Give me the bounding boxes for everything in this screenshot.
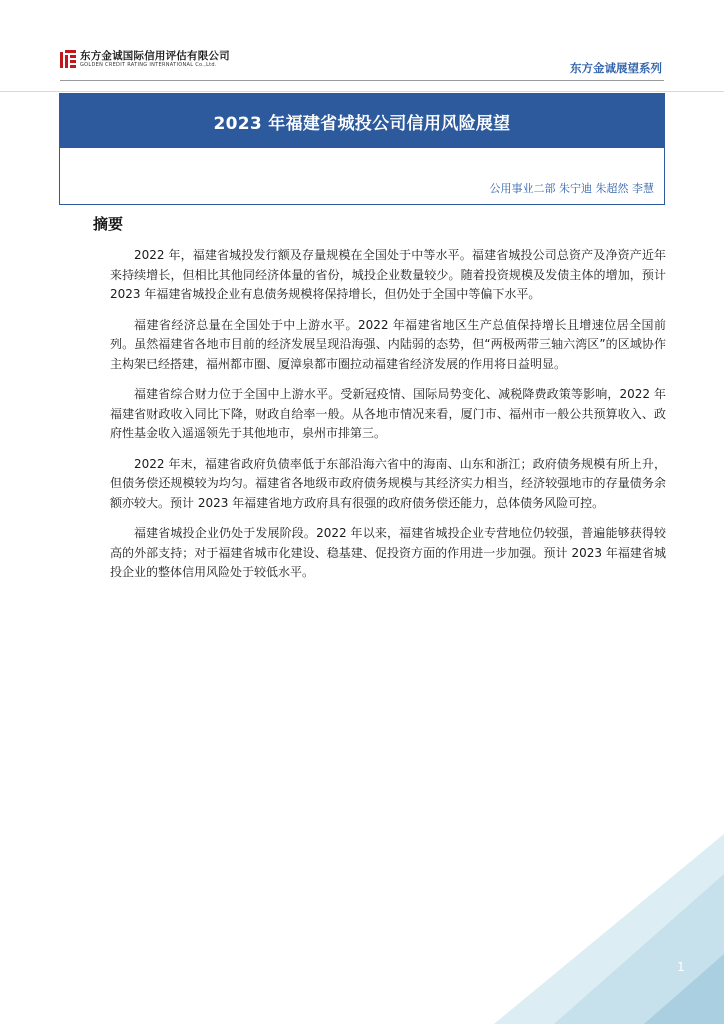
company-logo-mark-icon	[60, 50, 76, 68]
summary-paragraph: 2022 年末，福建省政府负债率低于东部沿海六省中的海南、山东和浙江；政府债务规模有所上升，但债务偿还规模较为均匀。福建省各地级市政府债务规模与其经济实力相当，经济较强地市的存量债务余额亦较大。预计 2023 年福建省地方政府具有很强的政府债务偿还能力，总体债务风险可控。	[110, 456, 666, 510]
title-band	[60, 94, 664, 148]
company-name-en: GOLDEN CREDIT RATING INTERNATIONAL Co.,Ltd.	[80, 62, 217, 68]
title-box	[59, 93, 665, 205]
report-title: 2023 年福建省城投公司信用风险展望	[213, 113, 511, 134]
summary-paragraph: 福建省城投企业仍处于发展阶段。2022 年以来，福建省城投企业专营地位仍较强，普遍能够获得较高的外部支持；对于福建省城市化建设、稳基建、促投资方面的作用进一步加强。预计 2023 年福建省城投企业的整体信用风险处于较低水平。	[110, 526, 666, 579]
company-name-cn: 东方金诚国际信用评估有限公司	[80, 50, 230, 62]
summary-body	[110, 246, 666, 594]
summary-paragraph: 2022 年，福建省城投发行额及存量规模在全国处于中等水平。福建省城投公司总资产及净资产近年来持续增长，但相比其他同经济体量的省份，城投企业数量较少。随着投资规模及发债主体的增加，预计 2023 年福建省城投企业有息债务规模将保持增长，但仍处于全国中等偏下水平。	[110, 248, 666, 301]
corner-decoration	[474, 814, 724, 1024]
summary-paragraph: 福建省经济总量在全国处于中上游水平。2022 年福建省地区生产总值保持增长且增速位居全国前列。虽然福建省各地市目前的经济发展呈现沿海强、内陆弱的态势，但“两极两带三轴六湾区”的区域协作主构架已经搭建，福州都市圈、厦漳泉都市圈拉动福建省经济发展的作用将日益明显。	[110, 317, 666, 371]
header-divider-secondary	[0, 91, 724, 92]
authors-line: 公用事业二部 朱宁迪 朱超然 李慧	[489, 182, 654, 195]
company-logo	[60, 50, 230, 69]
page-number: 1	[677, 960, 685, 974]
header-divider	[60, 80, 664, 81]
summary-paragraph: 福建省综合财力位于全国中上游水平。受新冠疫情、国际局势变化、减税降费政策等影响，2022 年福建省财政收入同比下降，财政自给率一般。从各地市情况来看，厦门市、福州市一般公共预算收入、政府性基金收入遥遥领先于其他地市，泉州市排第三。	[110, 387, 666, 440]
page-header	[0, 0, 724, 92]
section-heading: 摘要	[93, 215, 124, 233]
series-label: 东方金诚展望系列	[570, 61, 662, 75]
